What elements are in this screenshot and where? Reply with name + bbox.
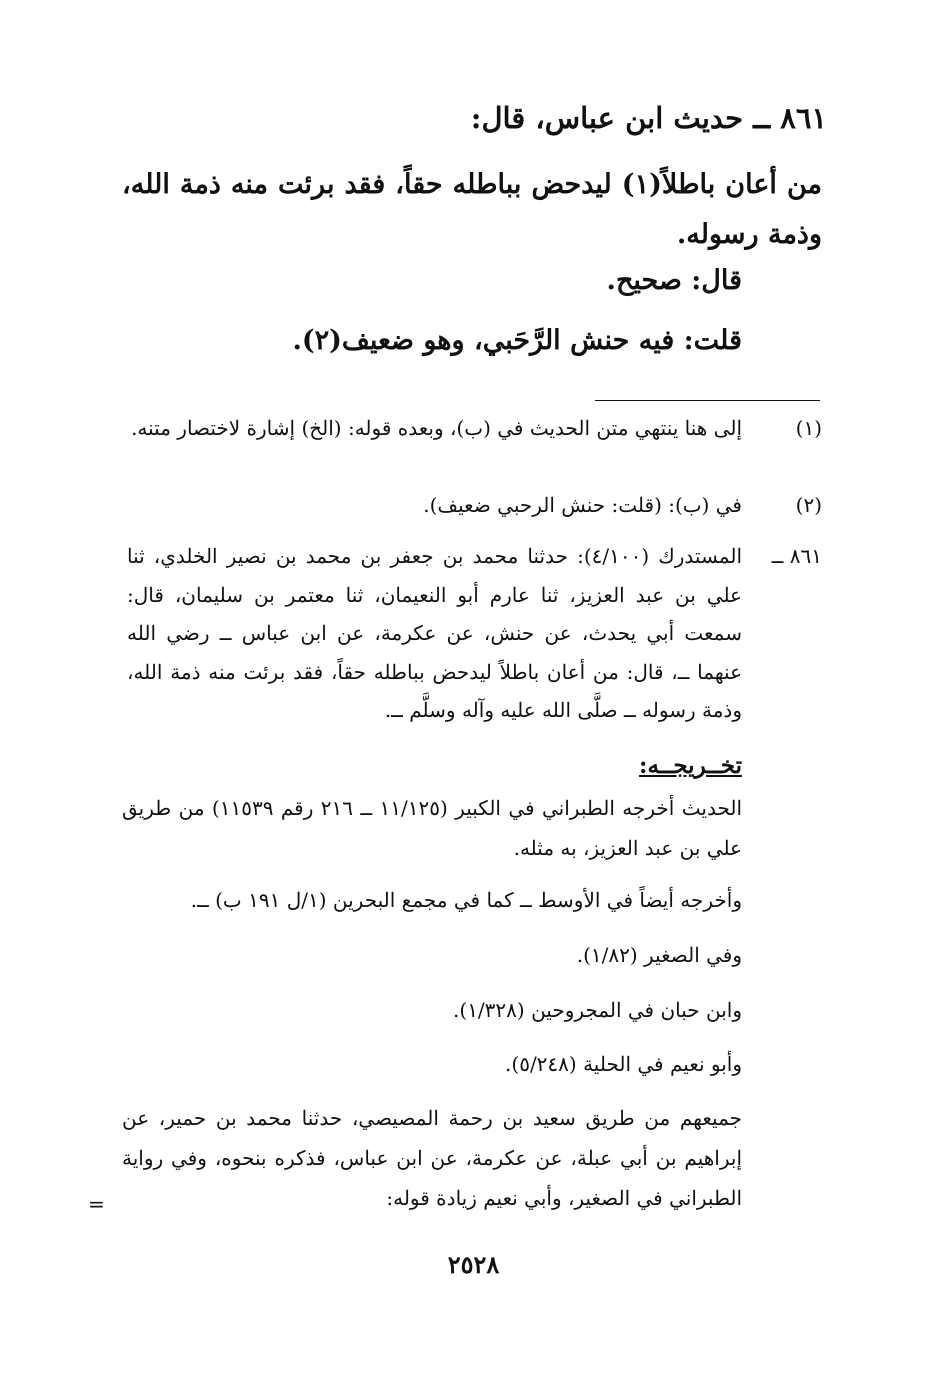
footnote-text: إلى هنا ينتهي متن الحديث في (ب)، وبعده قوله: (الخ) إشارة لاختصار متنه.: [131, 416, 742, 440]
takhrij-paragraph: الحديث أخرجه الطبراني في الكبير (١١/١٢٥ ــ ٢١٦ رقم ١١٥٣٩) من طريق علي بن عبد العزيز، به مثله.: [122, 796, 743, 860]
footnote: [127, 410, 822, 490]
footnote-separator: [595, 400, 820, 401]
hadith-comment: قلت: فيه حنش الرَّحَبي، وهو ضعيف(٢).: [292, 325, 742, 356]
takhrij-paragraph: وابن حبان في المجروحين (١/٣٢٨).: [453, 998, 742, 1022]
takhrij-paragraph: وأخرجه أيضاً في الأوسط ــ كما في مجمع البحرين (١/ل ١٩١ ب) ــ.: [190, 888, 742, 912]
takhrij-paragraph: جميعهم من طريق سعيد بن رحمة المصيصي، حدثنا محمد بن حمير، عن إبراهيم بن أبي عبلة، عن عكرمة، عن ابن عباس، فذكره بنحوه، وفي رواية الطبراني في الصغير، وأبي نعيم زيادة قوله:: [122, 1106, 742, 1210]
takhrij-paragraph: وأبو نعيم في الحلية (٥/٢٤٨).: [505, 1052, 742, 1076]
takhrij-paragraph: وفي الصغير (١/٨٢).: [576, 943, 742, 967]
hadith-text: من أعان باطلاً(١) ليدحض بباطله حقاً، فقد برئت منه ذمة الله، وذمة رسوله.: [122, 169, 822, 250]
page-number: ٢٥٢٨: [447, 1250, 500, 1279]
footnote-number: (١): [795, 416, 822, 440]
hadith-grading: قال: صحيح.: [606, 265, 742, 296]
continuation-mark: =: [88, 1192, 105, 1216]
footnote-number: (٢): [795, 493, 822, 517]
footnote: [127, 487, 822, 527]
mustadrak-text: المستدرك (٤/١٠٠): حدثنا محمد بن جعفر بن محمد بن نصير الخلدي، ثنا علي بن عبد العزيز، ثنا عارم أبو النعيمان، ثنا معتمر بن سليمان، قال: سمعت أبي يحدث، عن حنش، عن عكرمة، عن ابن عباس ــ رضي الله عنهما ــ، قال: من أعان باطلاً ليدحض بباطله حقاً، فقد برئت منه ذمة الله، وذمة رسوله ــ صلَّى الله عليه وآله وسلَّم ــ.: [127, 544, 743, 722]
hadith-heading: ٨٦١ ــ حديث ابن عباس، قال:: [470, 101, 827, 135]
footnote-text: في (ب): (قلت: حنش الرحبي ضعيف).: [423, 493, 742, 517]
hadith-number: ٨٦١ ــ: [771, 544, 822, 568]
takhrij-heading: تخــريجــه:: [639, 752, 742, 779]
mustadrak-paragraph: [127, 537, 822, 730]
